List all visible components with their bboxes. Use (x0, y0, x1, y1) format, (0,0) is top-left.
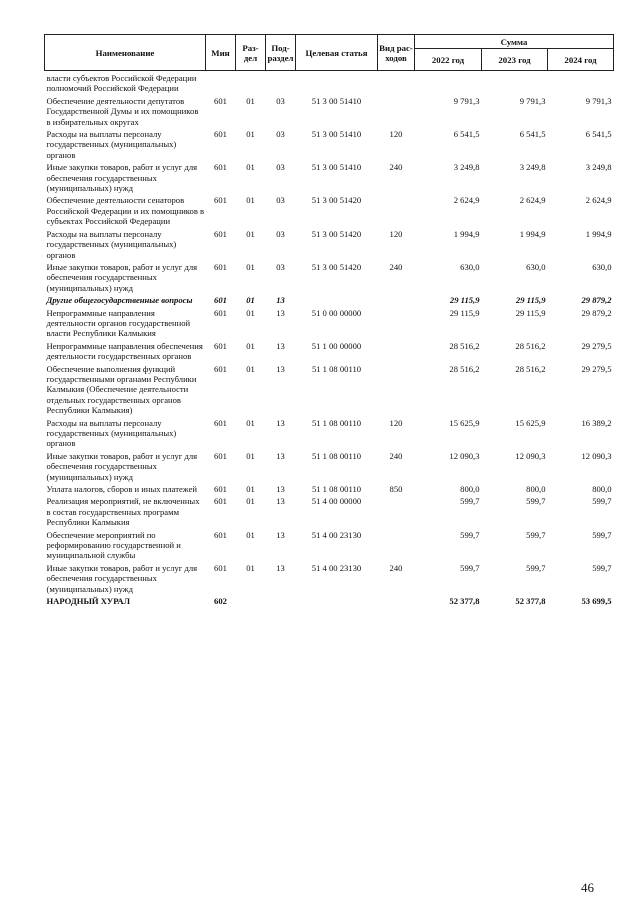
row-name: НАРОДНЫЙ ХУРАЛ (46, 596, 130, 607)
row-2022: 599,7 (460, 529, 480, 540)
row-target: 51 1 08 00110 (311, 484, 362, 495)
row-2022: 630,0 (460, 261, 480, 272)
row-vid (378, 494, 415, 527)
row-name: Непрограммные направления деятельности органов государственной власти Республики Калмыкия (46, 307, 191, 339)
row-podrazdel: 13 (276, 417, 285, 428)
row-razdel: 01 (246, 417, 255, 428)
row-name: власти субъектов Российской Федерации полномочий Российской Федерации (46, 73, 197, 94)
table-row (45, 482, 614, 494)
row-min: 601 (214, 261, 227, 272)
row-2023: 29 115,9 (515, 307, 546, 318)
row-2023 (482, 71, 548, 94)
row-name: Расходы на выплаты персоналу государственных (муниципальных) органов (46, 129, 177, 160)
row-2022 (415, 71, 482, 94)
header-2022: 2022 год (415, 49, 482, 71)
row-2022: 599,7 (460, 562, 480, 573)
row-target: 51 3 00 51420 (311, 261, 362, 272)
row-target: 51 3 00 51420 (311, 228, 362, 239)
row-name: Обеспечение выполнения функций государственными органами Республики Калмыкия (Обеспечение деятельности отдельных государственных органов Республики Калмыкия) (46, 363, 197, 416)
row-vid (378, 362, 415, 416)
row-2023: 52 377,8 (515, 596, 546, 607)
row-podrazdel: 03 (276, 162, 285, 173)
row-name: Реализация мероприятий, не включенных в состав государственных программ Республики Калмыкия (46, 496, 200, 528)
row-2024: 800,0 (592, 484, 612, 495)
row-razdel: 01 (246, 484, 255, 495)
row-2024: 599,7 (592, 529, 612, 540)
row-target: 51 3 00 51410 (311, 162, 362, 173)
row-name: Иные закупки товаров, работ и услуг для обеспечения государственных (муниципальных) нужд (46, 261, 198, 293)
row-podrazdel: 13 (276, 307, 285, 318)
row-min (206, 71, 236, 94)
table-row (45, 416, 614, 449)
row-2023: 9 791,3 (519, 95, 546, 106)
row-vid: 240 (389, 450, 403, 461)
row-podrazdel: 13 (276, 450, 285, 461)
row-podrazdel: 13 (276, 484, 285, 495)
row-vid (378, 94, 415, 127)
row-target: 51 1 08 00110 (311, 363, 362, 374)
row-razdel: 01 (246, 228, 255, 239)
row-podrazdel (266, 594, 296, 606)
row-2023: 28 516,2 (515, 363, 546, 374)
row-razdel (236, 594, 266, 606)
row-vid (378, 293, 415, 305)
row-2023: 599,7 (526, 562, 546, 573)
row-2024: 53 699,5 (581, 596, 612, 607)
row-2024: 9 791,3 (585, 95, 612, 106)
row-min: 601 (214, 562, 227, 573)
row-razdel: 01 (246, 261, 255, 272)
row-target: 51 3 00 51410 (311, 95, 362, 106)
row-2024: 2 624,9 (585, 195, 612, 206)
row-2023: 28 516,2 (515, 340, 546, 351)
row-min: 601 (214, 496, 227, 507)
row-2023: 1 994,9 (519, 228, 546, 239)
row-2022: 9 791,3 (453, 95, 480, 106)
row-name: Другие общегосударственные вопросы (46, 295, 193, 306)
row-min: 601 (214, 195, 227, 206)
table-row (45, 494, 614, 527)
table-row (45, 561, 614, 594)
row-target: 51 0 00 00000 (311, 307, 362, 318)
table-body (45, 71, 614, 607)
header-2024: 2024 год (548, 49, 614, 71)
row-2024: 16 389,2 (581, 417, 612, 428)
row-target (296, 293, 378, 305)
row-2023: 2 624,9 (519, 195, 546, 206)
row-vid (378, 193, 415, 226)
row-2024: 29 879,2 (581, 307, 612, 318)
table-row (45, 293, 614, 305)
row-name: Непрограммные направления обеспечения деятельности государственных органов (46, 340, 203, 362)
row-name: Иные закупки товаров, работ и услуг для обеспечения государственных (муниципальных) нужд (46, 450, 198, 482)
row-name: Расходы на выплаты персоналу государственных (муниципальных) органов (46, 417, 177, 449)
row-razdel: 01 (246, 307, 255, 318)
row-min: 601 (214, 295, 227, 306)
table-row (45, 94, 614, 127)
row-min: 601 (214, 307, 227, 318)
row-podrazdel: 03 (276, 129, 285, 140)
row-2024: 630,0 (592, 261, 612, 272)
row-vid: 850 (389, 484, 403, 495)
row-min: 601 (214, 484, 227, 495)
row-2023: 12 090,3 (515, 450, 546, 461)
row-vid (378, 594, 415, 606)
row-min: 601 (214, 129, 227, 140)
row-razdel: 01 (246, 562, 255, 573)
row-min: 601 (214, 417, 227, 428)
row-vid: 120 (389, 228, 403, 239)
row-name: Обеспечение мероприятий по реформированию государственной и муниципальной службы (46, 529, 181, 561)
row-name: Иные закупки товаров, работ и услуг для обеспечения государственных (муниципальных) нужд (46, 562, 198, 594)
row-2023: 599,7 (526, 496, 546, 507)
row-2024: 599,7 (592, 562, 612, 573)
row-2023: 630,0 (526, 261, 546, 272)
table-row (45, 127, 614, 160)
row-vid: 120 (389, 129, 403, 140)
table-row (45, 339, 614, 362)
header-sum: Сумма (415, 35, 614, 49)
row-2023: 15 625,9 (515, 417, 546, 428)
row-2022: 52 377,8 (449, 596, 480, 607)
row-min: 602 (214, 596, 227, 607)
row-2024: 12 090,3 (581, 450, 612, 461)
table-row (45, 160, 614, 193)
row-2024: 3 249,8 (585, 162, 612, 173)
row-vid (378, 71, 415, 94)
page-number: 46 (581, 880, 594, 895)
row-podrazdel: 03 (276, 261, 285, 272)
header-podrazdel: Под-раздел (266, 35, 296, 71)
document-page (44, 34, 613, 607)
row-2022: 12 090,3 (449, 450, 480, 461)
table-row (45, 71, 614, 94)
row-2023: 800,0 (526, 484, 546, 495)
row-target: 51 4 00 23130 (311, 529, 362, 540)
row-2022: 15 625,9 (449, 417, 480, 428)
row-2022: 2 624,9 (453, 195, 480, 206)
table-row (45, 449, 614, 482)
row-2024: 29 279,5 (581, 363, 612, 374)
row-2024: 29 879,2 (581, 295, 612, 306)
row-razdel: 01 (246, 450, 255, 461)
header-vid: Вид рас-ходов (378, 35, 415, 71)
row-razdel: 01 (246, 195, 255, 206)
row-min: 601 (214, 450, 227, 461)
row-min: 601 (214, 162, 227, 173)
row-target: 51 4 00 00000 (311, 496, 362, 507)
row-podrazdel: 13 (276, 529, 285, 540)
row-2024: 1 994,9 (585, 228, 612, 239)
row-razdel: 01 (246, 496, 255, 507)
row-vid: 120 (389, 417, 403, 428)
row-min: 601 (214, 363, 227, 374)
row-2022: 599,7 (460, 496, 480, 507)
header-name: Наименование (45, 35, 206, 71)
row-razdel: 01 (246, 363, 255, 374)
row-2022: 29 115,9 (449, 307, 480, 318)
table-row (45, 528, 614, 561)
row-target: 51 4 00 23130 (311, 562, 362, 573)
row-target: 51 1 00 00000 (311, 340, 362, 351)
header-target: Целевая статья (296, 35, 378, 71)
table-row (45, 227, 614, 260)
row-vid (378, 339, 415, 362)
table-row (45, 306, 614, 339)
budget-table (44, 34, 614, 607)
row-target: 51 3 00 51420 (311, 195, 362, 206)
row-vid (378, 306, 415, 339)
row-name: Иные закупки товаров, работ и услуг для обеспечения государственных (муниципальных) нужд (46, 162, 198, 194)
row-2022: 28 516,2 (449, 363, 480, 374)
row-podrazdel: 03 (276, 228, 285, 239)
row-target (296, 594, 378, 606)
row-target: 51 1 08 00110 (311, 417, 362, 428)
table-row (45, 362, 614, 416)
row-podrazdel: 03 (276, 95, 285, 106)
row-podrazdel: 13 (276, 295, 285, 306)
header-2023: 2023 год (482, 49, 548, 71)
row-2023: 6 541,5 (519, 129, 546, 140)
table-row (45, 594, 614, 606)
row-min: 601 (214, 95, 227, 106)
row-2024: 29 279,5 (581, 340, 612, 351)
row-vid: 240 (389, 162, 403, 173)
row-podrazdel: 13 (276, 363, 285, 374)
row-name: Уплата налогов, сборов и иных платежей (46, 484, 198, 495)
row-vid: 240 (389, 562, 403, 573)
row-razdel: 01 (246, 529, 255, 540)
row-2022: 1 994,9 (453, 228, 480, 239)
row-2024: 6 541,5 (585, 129, 612, 140)
row-2023: 599,7 (526, 529, 546, 540)
row-podrazdel: 13 (276, 562, 285, 573)
row-podrazdel: 03 (276, 195, 285, 206)
table-row (45, 193, 614, 226)
row-podrazdel (266, 71, 296, 94)
row-name: Расходы на выплаты персоналу государственных (муниципальных) органов (46, 228, 177, 260)
row-2024: 599,7 (592, 496, 612, 507)
row-target: 51 1 08 00110 (311, 450, 362, 461)
row-2022: 29 115,9 (449, 295, 480, 306)
row-target (296, 71, 378, 94)
row-razdel: 01 (246, 162, 255, 173)
row-razdel: 01 (246, 129, 255, 140)
row-razdel: 01 (246, 340, 255, 351)
row-min: 601 (214, 529, 227, 540)
row-2022: 3 249,8 (453, 162, 480, 173)
row-vid: 240 (389, 261, 403, 272)
row-2023: 3 249,8 (519, 162, 546, 173)
row-podrazdel: 13 (276, 340, 285, 351)
row-2023: 29 115,9 (515, 295, 546, 306)
row-razdel (236, 71, 266, 94)
row-razdel: 01 (246, 295, 255, 306)
row-min: 601 (214, 228, 227, 239)
header-razdel: Раз-дел (236, 35, 266, 71)
row-name: Обеспечение деятельности сенаторов Российской Федерации и их помощников в субъектах Российской Федерации (46, 195, 205, 227)
row-2022: 28 516,2 (449, 340, 480, 351)
row-razdel: 01 (246, 95, 255, 106)
row-2022: 6 541,5 (453, 129, 480, 140)
row-min: 601 (214, 340, 227, 351)
row-vid (378, 528, 415, 561)
row-name: Обеспечение деятельности депутатов Государственной Думы и их помощников в избирательных округах (46, 95, 199, 127)
row-2024 (548, 71, 614, 94)
row-podrazdel: 13 (276, 496, 285, 507)
table-row (45, 260, 614, 293)
row-2022: 800,0 (460, 484, 480, 495)
table-header (45, 35, 614, 71)
row-target: 51 3 00 51410 (311, 129, 362, 140)
header-min: Мин (206, 35, 236, 71)
